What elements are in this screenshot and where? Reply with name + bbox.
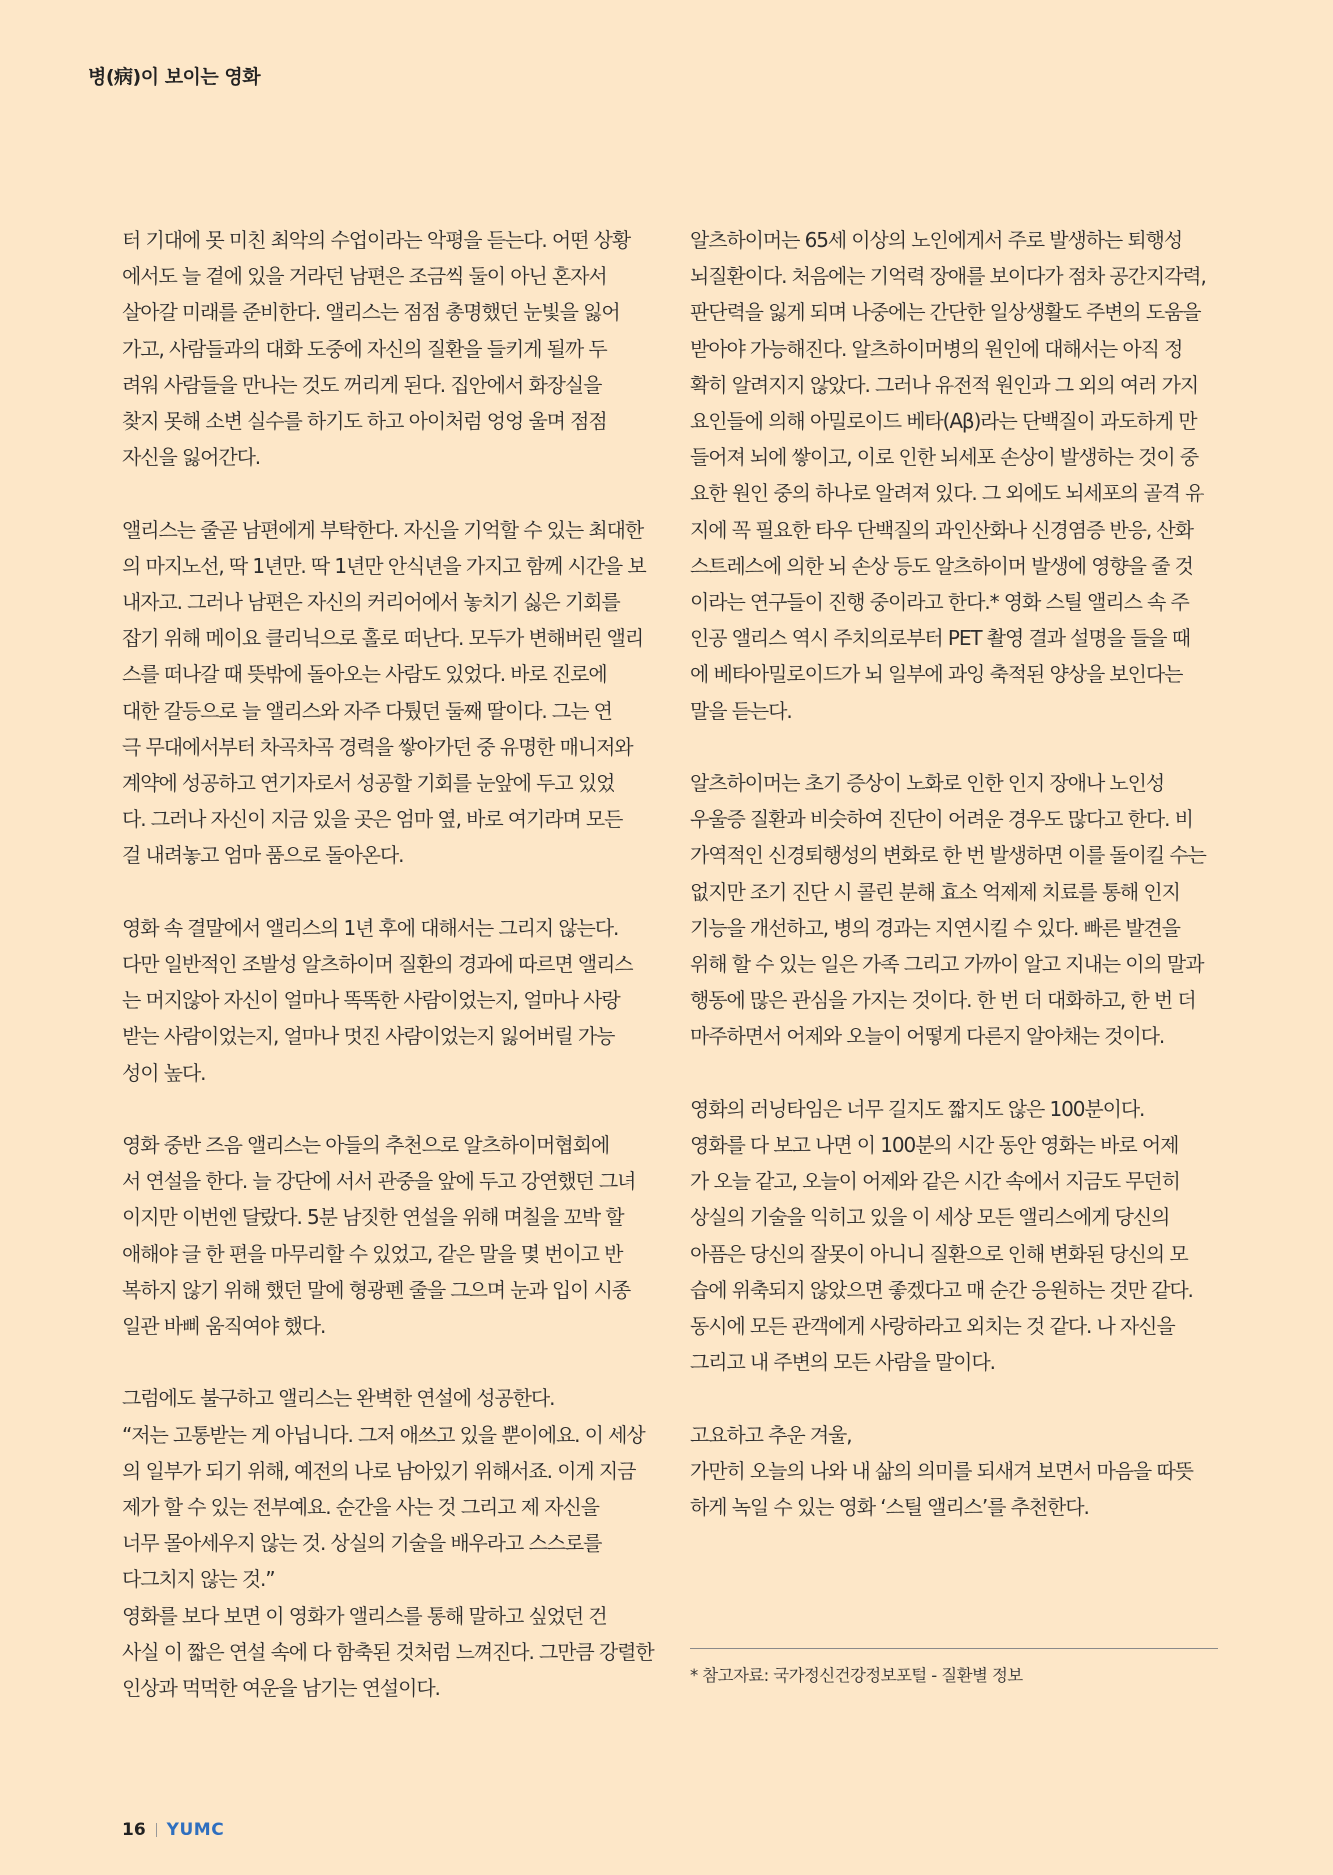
text-line: 아픔은 당신의 잘못이 아니니 질환으로 인해 변화된 당신의 모 xyxy=(690,1241,1188,1266)
text-line: 애해야 글 한 편을 마무리할 수 있었고, 같은 말을 몇 번이고 반 xyxy=(122,1241,623,1266)
text-line: 에서도 늘 곁에 있을 거라던 남편은 조금씩 둘이 아닌 혼자서 xyxy=(122,264,607,289)
text-line: 없지만 조기 진단 시 콜린 분해 효소 억제제 치료를 통해 인지 xyxy=(690,879,1180,904)
text-line: 받는 사람이었는지, 얼마나 멋진 사람이었는지 잃어버릴 가능 xyxy=(122,1024,615,1049)
footer-separator xyxy=(156,1823,157,1837)
text-line: 극 무대에서부터 차곡차곡 경력을 쌓아가던 중 유명한 매니저와 xyxy=(122,734,633,759)
text-line: 인상과 먹먹한 여운을 남기는 연설이다. xyxy=(122,1676,440,1701)
text-line: 우울증 질환과 비슷하여 진단이 어려운 경우도 많다고 한다. 비 xyxy=(690,807,1193,832)
text-line: 상실의 기술을 익히고 있을 이 세상 모든 앨리스에게 당신의 xyxy=(690,1205,1170,1230)
paragraph xyxy=(690,1091,1218,1381)
text-line: 잡기 위해 메이요 클리닉으로 홀로 떠난다. 모두가 변해버린 앨리 xyxy=(122,626,644,651)
text-line: 이라는 연구들이 진행 중이라고 한다.* 영화 스틸 앨리스 속 주 xyxy=(690,590,1189,615)
text-line: 가역적인 신경퇴행성의 변화로 한 번 발생하면 이를 돌이킬 수는 xyxy=(690,843,1206,868)
text-line: 려워 사람들을 만나는 것도 꺼리게 된다. 집안에서 화장실을 xyxy=(122,372,602,397)
text-line: 찾지 못해 소변 실수를 하기도 하고 아이처럼 엉엉 울며 점점 xyxy=(122,409,607,434)
text-line: 앨리스는 줄곧 남편에게 부탁한다. 자신을 기억할 수 있는 최대한 xyxy=(122,517,644,542)
left-column xyxy=(122,222,654,1742)
text-line: 마주하면서 어제와 오늘이 어떻게 다른지 알아채는 것이다. xyxy=(690,1024,1165,1049)
text-line: 하게 녹일 수 있는 영화 ‘스틸 앨리스’를 추천한다. xyxy=(690,1495,1089,1520)
text-line: 스를 떠나갈 때 뜻밖에 돌아오는 사람도 있었다. 바로 진로에 xyxy=(122,662,607,687)
text-line: 들어져 뇌에 쌓이고, 이로 인한 뇌세포 손상이 발생하는 것이 중 xyxy=(690,445,1199,470)
text-line: 스트레스에 의한 뇌 손상 등도 알츠하이머 발생에 영향을 줄 것 xyxy=(690,553,1193,578)
text-line: 그럼에도 불구하고 앨리스는 완벽한 연설에 성공한다. xyxy=(122,1386,555,1411)
text-line: 다그치지 않는 것.” xyxy=(122,1567,275,1592)
text-line: 습에 위축되지 않았으면 좋겠다고 매 순간 응원하는 것만 같다. xyxy=(690,1277,1193,1302)
text-line: 확히 알려지지 않았다. 그러나 유전적 원인과 그 외의 여러 가지 xyxy=(690,372,1199,397)
paragraph xyxy=(690,222,1218,729)
text-line: 행동에 많은 관심을 가지는 것이다. 한 번 더 대화하고, 한 번 더 xyxy=(690,988,1196,1013)
paragraph xyxy=(122,1380,654,1706)
text-line: 복하지 않기 위해 했던 말에 형광펜 줄을 그으며 눈과 입이 시종 xyxy=(122,1277,631,1302)
text-line: 사실 이 짧은 연설 속에 다 함축된 것처럼 느껴진다. 그만큼 강렬한 xyxy=(122,1639,654,1664)
text-line: 다만 일반적인 조발성 알츠하이머 질환의 경과에 따르면 앨리스 xyxy=(122,952,633,977)
section-title: 병(病)이 보이는 영화 xyxy=(88,66,261,88)
text-line: 받아야 가능해진다. 알츠하이머병의 원인에 대해서는 아직 정 xyxy=(690,336,1183,361)
paragraph xyxy=(122,910,650,1091)
text-line: 성이 높다. xyxy=(122,1060,206,1085)
text-line: 판단력을 잃게 되며 나중에는 간단한 일상생활도 주변의 도움을 xyxy=(690,300,1201,325)
text-line: 서 연설을 한다. 늘 강단에 서서 관중을 앞에 두고 강연했던 그녀 xyxy=(122,1169,636,1194)
text-line: 살아갈 미래를 준비한다. 앨리스는 점점 총명했던 눈빛을 잃어 xyxy=(122,300,620,325)
text-line: 영화를 보다 보면 이 영화가 앨리스를 통해 말하고 싶었던 건 xyxy=(122,1603,607,1628)
text-line: 제가 할 수 있는 전부예요. 순간을 사는 것 그리고 제 자신을 xyxy=(122,1495,599,1520)
text-line: 내자고. 그러나 남편은 자신의 커리어에서 놓치기 싫은 기회를 xyxy=(122,590,620,615)
text-line: 알츠하이머는 65세 이상의 노인에게서 주로 발생하는 퇴행성 xyxy=(690,228,1183,252)
text-line: 요인들에 의해 아밀로이드 베타(Aβ)라는 단백질이 과도하게 만 xyxy=(690,409,1197,434)
text-line: 에 베타아밀로이드가 뇌 일부에 과잉 축적된 양상을 보인다는 xyxy=(690,662,1183,687)
text-line: 이지만 이번엔 달랐다. 5분 남짓한 연설을 위해 며칠을 꼬박 할 xyxy=(122,1205,624,1230)
text-line: 가 오늘 같고, 오늘이 어제와 같은 시간 속에서 지금도 무던히 xyxy=(690,1169,1180,1194)
right-column xyxy=(690,222,1218,1561)
text-line: 영화의 러닝타임은 너무 길지도 짧지도 않은 100분이다. xyxy=(690,1096,1145,1121)
text-line: 영화를 다 보고 나면 이 100분의 시간 동안 영화는 바로 어제 xyxy=(690,1133,1179,1158)
paragraph xyxy=(690,765,1218,1055)
footnote: * 참고자료: 국가정신건강정보포털 - 질환별 정보 xyxy=(690,1666,1023,1685)
text-line: 걸 내려놓고 엄마 품으로 돌아온다. xyxy=(122,843,404,868)
paragraph xyxy=(690,1417,1218,1526)
text-line: 너무 몰아세우지 않는 것. 상실의 기술을 배우라고 스스로를 xyxy=(122,1531,602,1556)
text-line: 계약에 성공하고 연기자로서 성공할 기회를 눈앞에 두고 있었 xyxy=(122,771,615,796)
paragraph xyxy=(122,1127,650,1344)
text-line: 뇌질환이다. 처음에는 기억력 장애를 보이다가 점차 공간지각력, xyxy=(690,264,1206,289)
footnote-divider xyxy=(690,1648,1218,1649)
page-number: 16 xyxy=(122,1820,146,1840)
text-line: 말을 듣는다. xyxy=(690,698,792,723)
text-line: 의 마지노선, 딱 1년만. 딱 1년만 안식년을 가지고 함께 시간을 보 xyxy=(122,553,646,578)
text-line: 가고, 사람들과의 대화 도중에 자신의 질환을 들키게 될까 두 xyxy=(122,336,607,361)
text-line: 요한 원인 중의 하나로 알려져 있다. 그 외에도 뇌세포의 골격 유 xyxy=(690,481,1204,506)
paragraph xyxy=(122,512,650,874)
text-line: 가만히 오늘의 나와 내 삶의 의미를 되새겨 보면서 마음을 따뜻 xyxy=(690,1458,1193,1483)
text-line: 고요하고 추운 겨울, xyxy=(690,1422,852,1447)
text-line: 자신을 잃어간다. xyxy=(122,445,261,470)
text-line: 인공 앨리스 역시 주치의로부터 PET 촬영 결과 설명을 들을 때 xyxy=(690,626,1190,651)
text-line: 위해 할 수 있는 일은 가족 그리고 가까이 알고 지내는 이의 말과 xyxy=(690,952,1204,977)
text-line: 동시에 모든 관객에게 사랑하라고 외치는 것 같다. 나 자신을 xyxy=(690,1314,1175,1339)
text-line: 알츠하이머는 초기 증상이 노화로 인한 인지 장애나 노인성 xyxy=(690,771,1165,796)
page-footer xyxy=(122,1820,224,1840)
text-line: 일관 바삐 움직여야 했다. xyxy=(122,1314,326,1339)
text-line: “저는 고통받는 게 아닙니다. 그저 애쓰고 있을 뿐이에요. 이 세상 xyxy=(122,1422,645,1447)
text-line: 는 머지않아 자신이 얼마나 똑똑한 사람이었는지, 얼마나 사랑 xyxy=(122,988,620,1013)
yumc-logo: YUMC xyxy=(166,1820,225,1840)
text-line: 지에 꼭 필요한 타우 단백질의 과인산화나 신경염증 반응, 산화 xyxy=(690,517,1193,542)
text-line: 기능을 개선하고, 병의 경과는 지연시킬 수 있다. 빠른 발견을 xyxy=(690,915,1180,940)
text-line: 그리고 내 주변의 모든 사람을 말이다. xyxy=(690,1350,995,1375)
text-line: 영화 중반 즈음 앨리스는 아들의 추천으로 알츠하이머협회에 xyxy=(122,1133,610,1158)
text-line: 대한 갈등으로 늘 앨리스와 자주 다퉜던 둘째 딸이다. 그는 연 xyxy=(122,698,612,723)
text-line: 영화 속 결말에서 앨리스의 1년 후에 대해서는 그리지 않는다. xyxy=(122,915,619,940)
paragraph xyxy=(122,222,650,475)
text-line: 의 일부가 되기 위해, 예전의 나로 남아있기 위해서죠. 이게 지금 xyxy=(122,1458,636,1483)
text-line: 다. 그러나 자신이 지금 있을 곳은 엄마 옆, 바로 여기라며 모든 xyxy=(122,807,623,832)
text-line: 터 기대에 못 미친 최악의 수업이라는 악평을 듣는다. 어떤 상황 xyxy=(122,228,631,252)
